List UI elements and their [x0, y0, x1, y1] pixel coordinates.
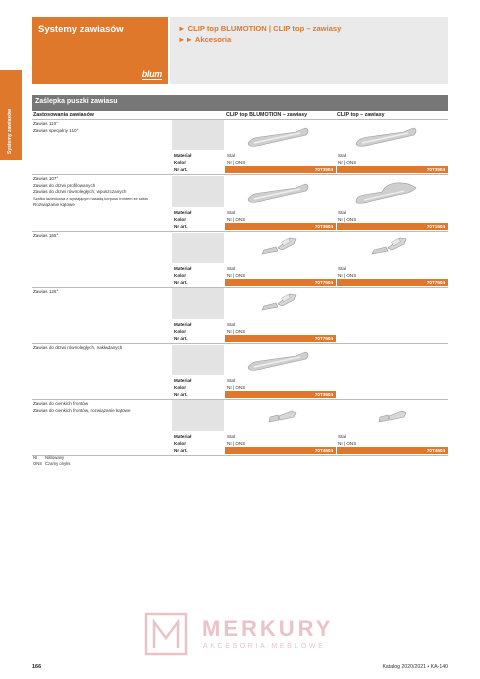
watermark-name: MERKURY — [202, 616, 334, 641]
color-value: NI | ONS — [338, 217, 357, 222]
color-value: NI | ONS — [338, 160, 357, 165]
hinge-cover-product-image — [368, 234, 412, 260]
row-divider — [32, 343, 448, 344]
attr-article-label: Nr art. — [174, 280, 188, 285]
material-value: Stal — [338, 153, 346, 158]
material-value: Stal — [227, 378, 235, 383]
hinge-cover-product-image — [258, 290, 302, 316]
hinge-cover-product-image — [244, 180, 314, 206]
header-breadcrumb-block — [170, 17, 448, 84]
application-text: Zawias 125° — [33, 289, 59, 294]
image-column-cell — [172, 288, 224, 319]
material-value: Stal — [227, 322, 235, 327]
row-divider — [32, 399, 448, 400]
attr-color-label: Kolor — [174, 160, 186, 165]
attr-material-label: Materiał — [174, 210, 192, 215]
article-number: 70T3504 — [225, 223, 336, 230]
article-number: 70T3504 — [337, 166, 448, 173]
watermark-tagline: AKCESORIA MEBLOWE — [203, 643, 326, 650]
col-header-cliptop: CLIP top – zawiasy — [337, 112, 385, 118]
hinge-cover-product-image — [376, 404, 410, 426]
application-text: Zawias do cienkich frontów Zawias do cienkich frontów, rozwiązanie kątowe — [33, 401, 131, 413]
article-number: 70T7504 — [225, 335, 336, 342]
hinge-cover-product-image — [258, 234, 302, 260]
image-column-cell — [172, 233, 224, 263]
header-title-block — [32, 17, 168, 84]
side-chapter-tab — [0, 70, 22, 160]
attr-color-label: Kolor — [174, 217, 186, 222]
application-text: Zawias 107° Zawias do drzwi profilowanych Zawias do drzwi równoległych, wpuszczanych Szafka łazienkowa z wystającym nasadą korpusu frontem ze szkła Rozwiązanie kątowe — [33, 176, 148, 207]
attr-article-label: Nr art. — [174, 336, 188, 341]
color-value: NI | ONS — [227, 385, 246, 390]
attr-article-label: Nr art. — [174, 392, 188, 397]
material-value: Stal — [227, 153, 235, 158]
attr-material-label: Materiał — [174, 434, 192, 439]
attr-material-label: Materiał — [174, 322, 192, 327]
attr-material-label: Materiał — [174, 153, 192, 158]
application-text: Zawias 110° Zawias specjalny 110° — [33, 121, 79, 133]
color-value: NI | ONS — [338, 273, 357, 278]
breadcrumb-line-2: ►► Akcesoria — [178, 35, 232, 44]
image-column-cell — [172, 120, 224, 150]
col-header-blumotion: CLIP top BLUMOTION – zawiasy — [226, 112, 308, 118]
row-divider — [32, 455, 448, 456]
page-number: 166 — [32, 664, 42, 670]
material-value: Stal — [227, 210, 235, 215]
article-number: 70T7504 — [225, 279, 336, 286]
color-value: NI | ONS — [227, 160, 246, 165]
material-value: Stal — [338, 210, 346, 215]
merkury-logo-icon — [144, 612, 188, 656]
attr-article-label: Nr art. — [174, 448, 188, 453]
attr-article-label: Nr art. — [174, 224, 188, 229]
article-number: 70T7504 — [337, 279, 448, 286]
merkury-watermark — [140, 612, 360, 656]
attr-color-label: Kolor — [174, 273, 186, 278]
color-value: NI | ONS — [227, 329, 246, 334]
article-number: 70T3504 — [225, 391, 336, 398]
attr-material-label: Materiał — [174, 266, 192, 271]
legend — [33, 455, 70, 467]
color-value: NI | ONS — [227, 441, 246, 446]
hinge-cover-product-image — [244, 348, 314, 374]
application-text: Zawias do drzwi równoległych, nakładanych — [33, 345, 123, 350]
image-column-cell — [172, 345, 224, 375]
material-value: Stal — [227, 266, 235, 271]
hinge-cover-product-image — [352, 180, 422, 206]
header-divider — [32, 119, 448, 120]
attr-material-label: Materiał — [174, 378, 192, 383]
hinge-cover-product-image — [352, 124, 422, 150]
attr-article-label: Nr art. — [174, 167, 188, 172]
row-divider — [32, 174, 448, 175]
attr-color-label: Kolor — [174, 441, 186, 446]
article-number: 70T4504 — [225, 447, 336, 454]
legend-item: NI Niklowany — [33, 455, 65, 460]
attr-color-label: Kolor — [174, 385, 186, 390]
color-value: NI | ONS — [227, 273, 246, 278]
row-divider — [32, 287, 448, 288]
section-bar — [32, 95, 448, 111]
material-value: Stal — [227, 434, 235, 439]
attr-color-label: Kolor — [174, 329, 186, 334]
material-value: Stal — [338, 434, 346, 439]
section-title: Systemy zawiasów — [38, 24, 124, 35]
image-column-cell — [172, 400, 224, 431]
article-number: 70T1504 — [337, 223, 448, 230]
section-title-text: Zaślepka puszki zawiasu — [35, 98, 118, 105]
image-column-cell — [172, 176, 224, 207]
blum-logo: blum — [141, 69, 162, 79]
material-value: Stal — [338, 266, 346, 271]
col-header-application: Zastosowania zawiasów — [33, 112, 94, 118]
article-number: 70T4504 — [337, 447, 448, 454]
color-value: NI | ONS — [227, 217, 246, 222]
breadcrumb-line-1: ► CLIP top BLUMOTION | CLIP top – zawiasy — [178, 24, 342, 33]
side-tab-label: Systemy zawiasów — [7, 108, 13, 154]
row-divider — [32, 231, 448, 232]
article-number: 70T3504 — [225, 166, 336, 173]
hinge-cover-product-image — [244, 124, 314, 150]
application-text: Zawias 155° — [33, 233, 59, 238]
hinge-cover-product-image — [266, 404, 300, 426]
catalog-reference: Katalog 2020/2021 • KA-140 — [382, 664, 448, 670]
color-value: NI | ONS — [338, 441, 357, 446]
legend-item: ONS Czarny onyks — [33, 461, 71, 466]
